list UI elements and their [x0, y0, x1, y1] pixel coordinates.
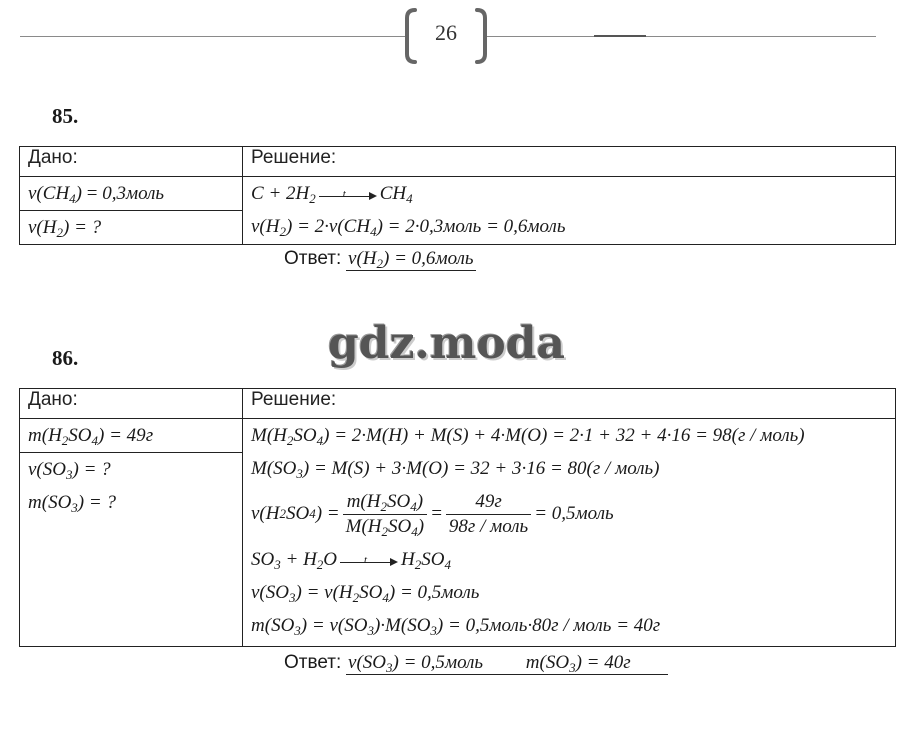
- problem-85-table: [19, 146, 896, 245]
- page-number: 26: [435, 20, 457, 45]
- problem-86-answer: Ответ: $\nu(SO_3)$ = 0,5моль $m(SO_3) = 40г$: [284, 652, 668, 675]
- solution-header: Решение:: [243, 389, 896, 419]
- solution-cell: [243, 419, 896, 647]
- given-line: $m(H_2SO_4) = 49г$: [28, 425, 154, 448]
- solution-line: $\nu(SO_3) = \nu(H_2SO_4)$ = 0,5моль: [251, 582, 480, 605]
- header-rule-left: [20, 36, 408, 37]
- solution-line: $M(SO_3) = M(S) + 3\cdot M(O) = 32 + 3\cdot 16 = 80(г$ / моль): [251, 458, 660, 481]
- solution-line: $M(H_2SO_4) = 2\cdot M(H) + M(S) + 4\cdot M(O) = 2\cdot 1 + 32 + 4\cdot 16 = 98(г$ / моль): [251, 425, 805, 448]
- solution-line: $SO_3 + H_2O$ t $H_2SO_4$: [251, 549, 451, 572]
- given-cell: [20, 177, 243, 211]
- given-header: Дано:: [20, 389, 243, 419]
- header-rule-accent: [594, 35, 646, 37]
- reaction-arrow-icon: t: [319, 188, 377, 202]
- answer-value: $\nu(SO_3)$ = 0,5моль $m(SO_3) = 40г$: [346, 652, 668, 675]
- watermark-logo: gdz.moda: [328, 318, 566, 369]
- fraction: $\frac{m(H_2SO_4)}{M(H_2SO_4)}$: [343, 490, 427, 539]
- solution-line: ν( H 2 SO 4 ) = $\frac{m(H_2SO_4)}{M(H_2SO_4)}$ = $\frac{49г}{\text{98г / моль}}$ = 0,5 моль: [251, 490, 614, 539]
- given-cell: [20, 453, 243, 647]
- given-header: Дано:: [20, 147, 243, 177]
- solution-header: Решение:: [243, 147, 896, 177]
- solution-line: $\nu(H_2) = 2\cdot\nu(CH_4)$ = 2·0,3моль = 0,6моль: [251, 216, 566, 239]
- reaction-arrow-icon: t: [340, 554, 398, 568]
- given-cell: [20, 211, 243, 245]
- given-line: $\nu(SO_3)$ = ?: [28, 459, 111, 482]
- given-line: $\nu(H_2)$ = ?: [28, 217, 102, 240]
- problem-85-number: 85.: [52, 104, 79, 128]
- given-line: $m(SO_3)$ = ?: [28, 492, 116, 515]
- page-number-box: [405, 8, 487, 64]
- answer-value: $\nu(H_2)$ = 0,6моль: [348, 248, 474, 271]
- given-line: $\nu(CH_4)$ = 0,3моль: [28, 183, 165, 206]
- solution-line: $C + 2H_2$ t $CH_4$: [251, 183, 413, 206]
- problem-85-answer: Ответ: $\nu(H_2)$ = 0,6моль: [284, 248, 474, 271]
- solution-cell: [243, 177, 896, 245]
- solution-line: $m(SO_3) = \nu(SO_3)\cdot M(SO_3)$ = 0,5моль·80г / моль = 40г: [251, 615, 661, 638]
- given-cell: [20, 419, 243, 453]
- problem-86-table: [19, 388, 896, 647]
- fraction: $\frac{49г}{\text{98г / моль}}$: [446, 490, 531, 539]
- problem-86-number: 86.: [52, 346, 79, 370]
- header-rule-right: [486, 36, 876, 37]
